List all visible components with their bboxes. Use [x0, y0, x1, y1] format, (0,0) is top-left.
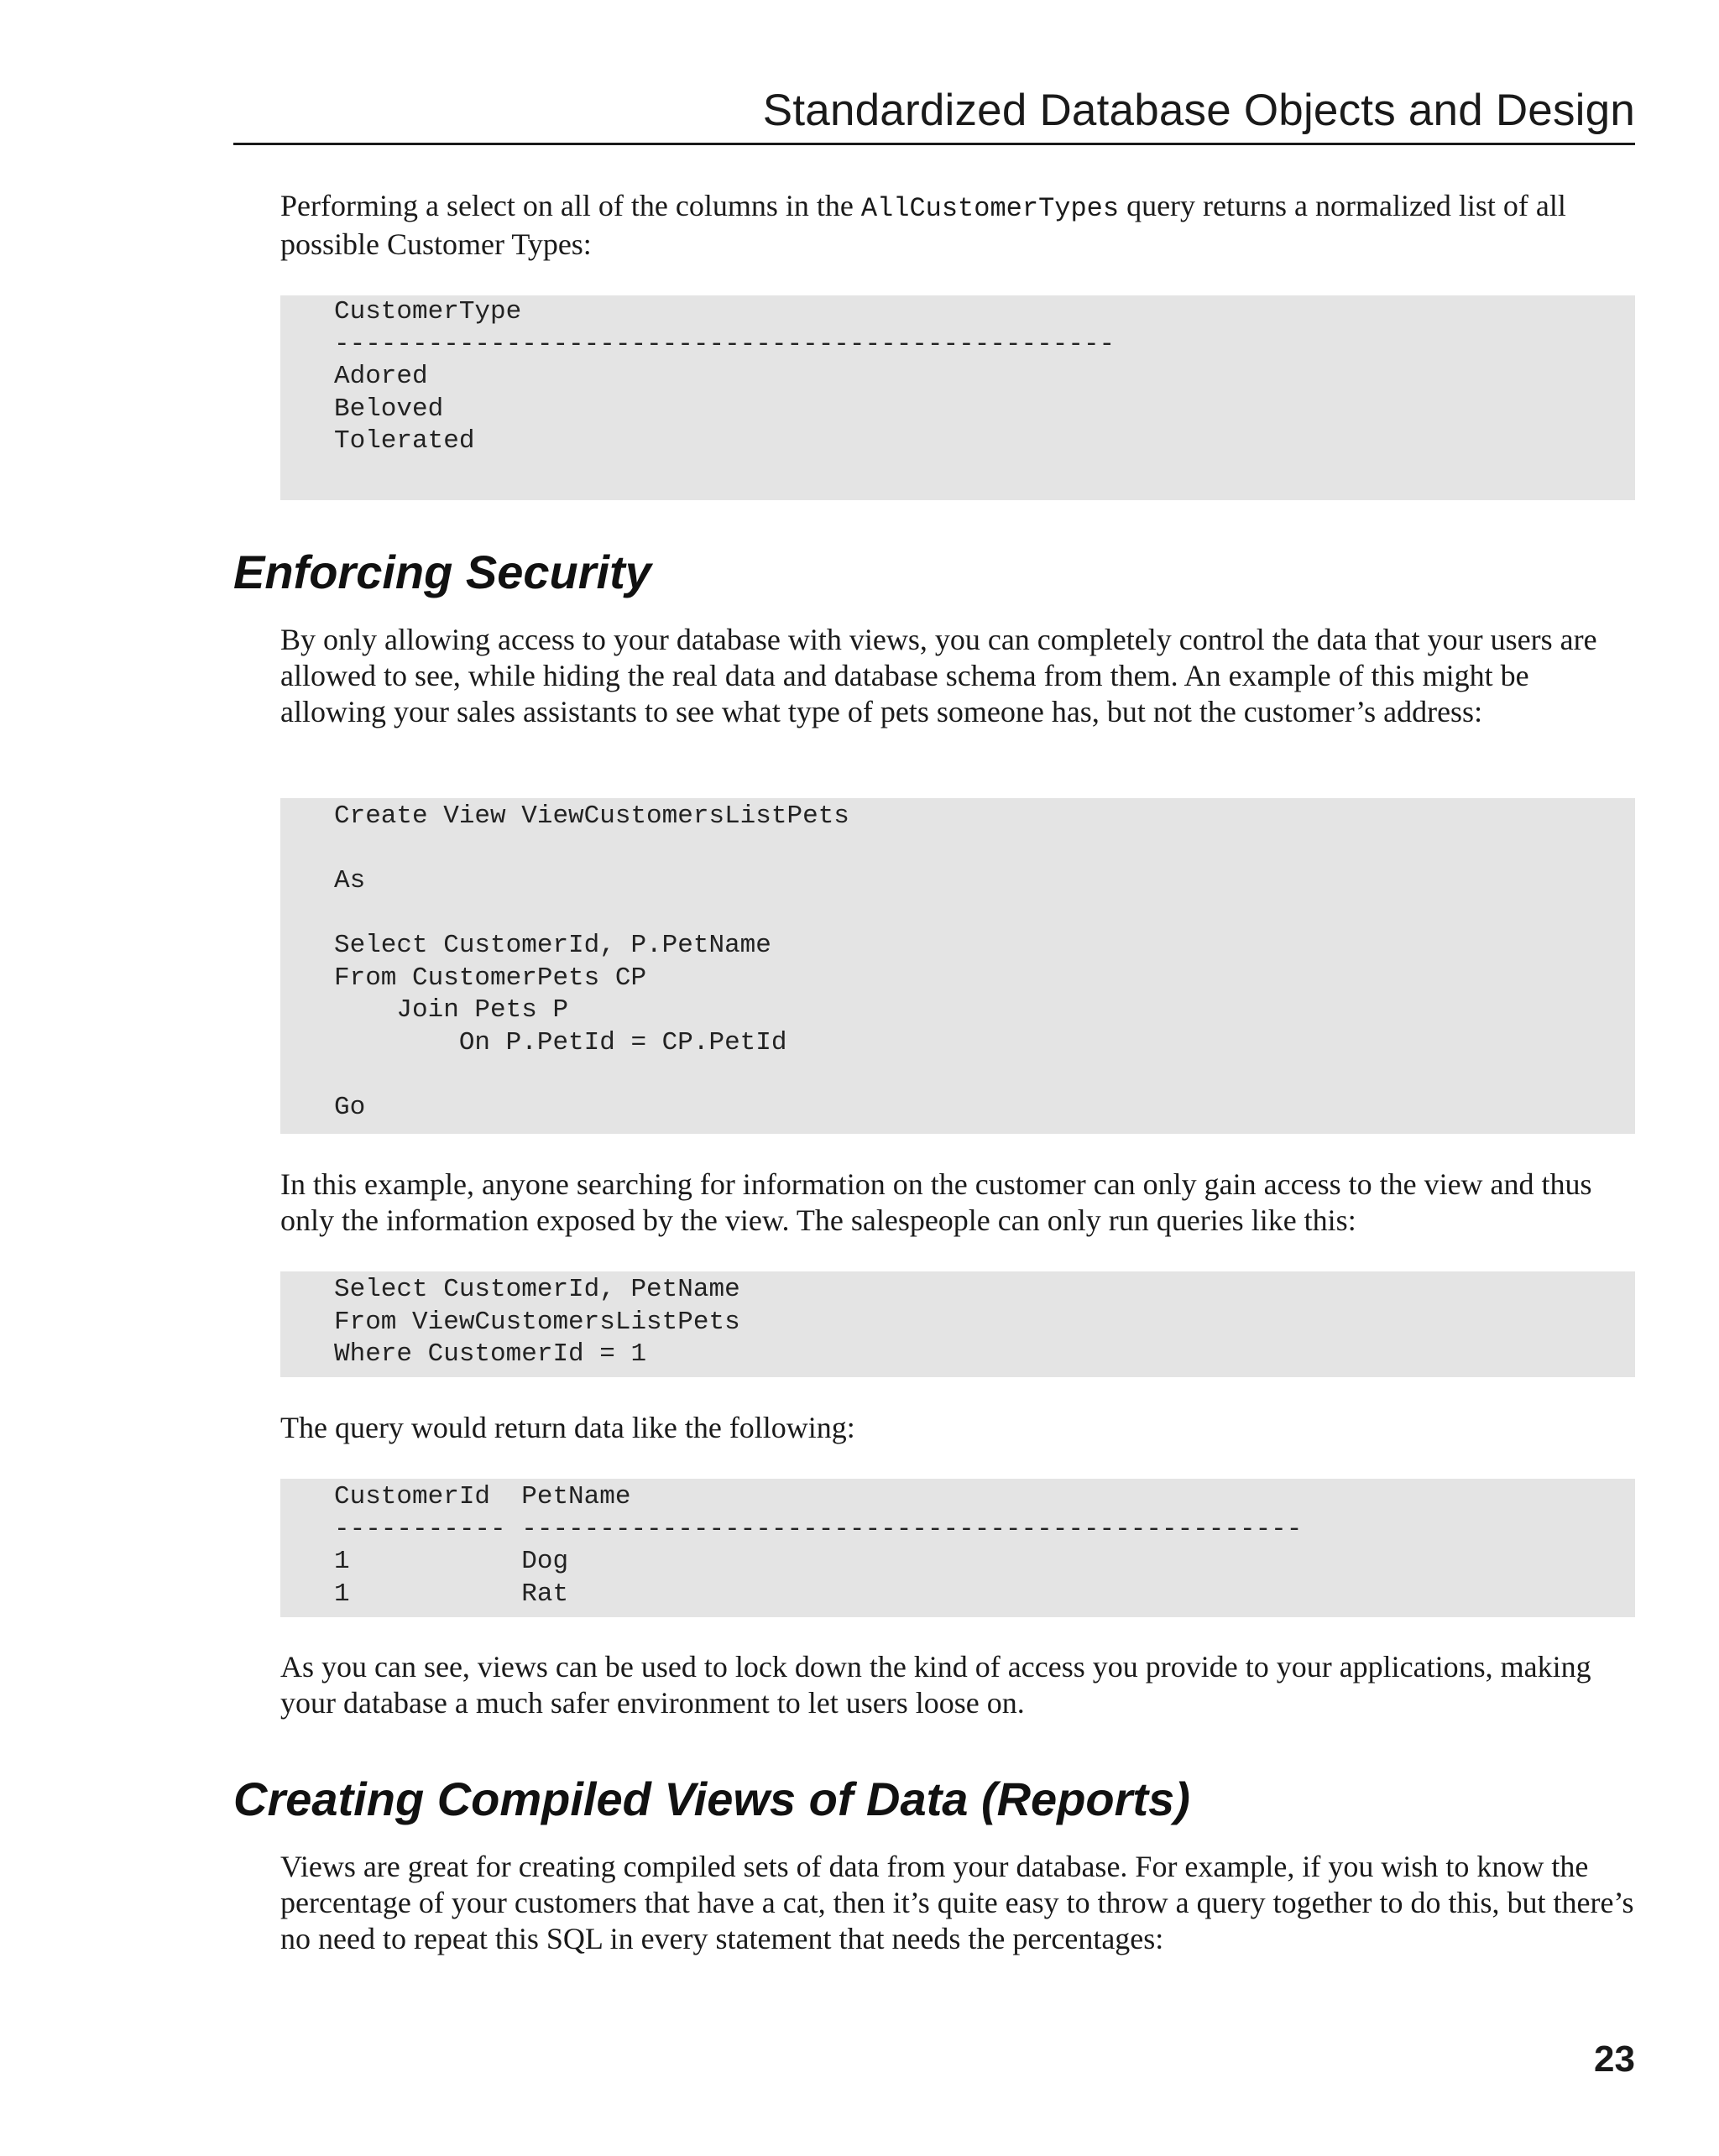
- heading-creating-compiled-views: Creating Compiled Views of Data (Reports): [233, 1772, 1190, 1825]
- security-paragraph-2: In this example, anyone searching for information on the customer can only gain access to the view and thus only the information exposed by the view. The salespeople can only run queries like this:: [280, 1167, 1592, 1237]
- code-block-query-result: CustomerId PetName ----------- -------------------------------------------------- 1 Dog 1 Rat: [280, 1479, 1635, 1617]
- heading-enforcing-security: Enforcing Security: [233, 546, 651, 598]
- inline-code-allcustomertypes: AllCustomerTypes: [860, 193, 1120, 224]
- page-number: 23: [1594, 2039, 1635, 2080]
- intro-paragraph: [280, 188, 1635, 263]
- running-header: [233, 84, 1635, 145]
- running-header-title: Standardized Database Objects and Design: [762, 86, 1635, 135]
- security-paragraph-3: The query would return data like the following:: [280, 1411, 855, 1444]
- security-paragraph-4: As you can see, views can be used to lock down the kind of access you provide to your applications, making your database a much safer environment to let users loose on.: [280, 1650, 1591, 1720]
- code-block-create-view: Create View ViewCustomersListPets As Select CustomerId, P.PetName From CustomerPets CP Join Pets P On P.PetId = CP.PetId Go: [280, 798, 1635, 1134]
- intro-text-end: query returns a normalized list of all possible Customer Types:: [280, 189, 1566, 261]
- code-block-customer-types: CustomerType -------------------------------------------------- Adored Beloved Tolerated: [280, 295, 1635, 500]
- code-block-select-query: Select CustomerId, PetName From ViewCustomersListPets Where CustomerId = 1: [280, 1271, 1635, 1377]
- intro-text-start: Performing a select on all of the columns in the: [280, 189, 861, 222]
- reports-paragraph-1: Views are great for creating compiled sets of data from your database. For example, if you wish to know the percentage of your customers that have a cat, then it’s quite easy to throw a query together to do this, but there’s no need to repeat this SQL in every statement that needs the percentages:: [280, 1850, 1634, 1955]
- security-paragraph-1: By only allowing access to your database with views, you can completely control the data that your users are allowed to see, while hiding the real data and database schema from them. An example of this might be allowing your sales assistants to see what type of pets someone has, but not the customer’s address:: [280, 623, 1597, 728]
